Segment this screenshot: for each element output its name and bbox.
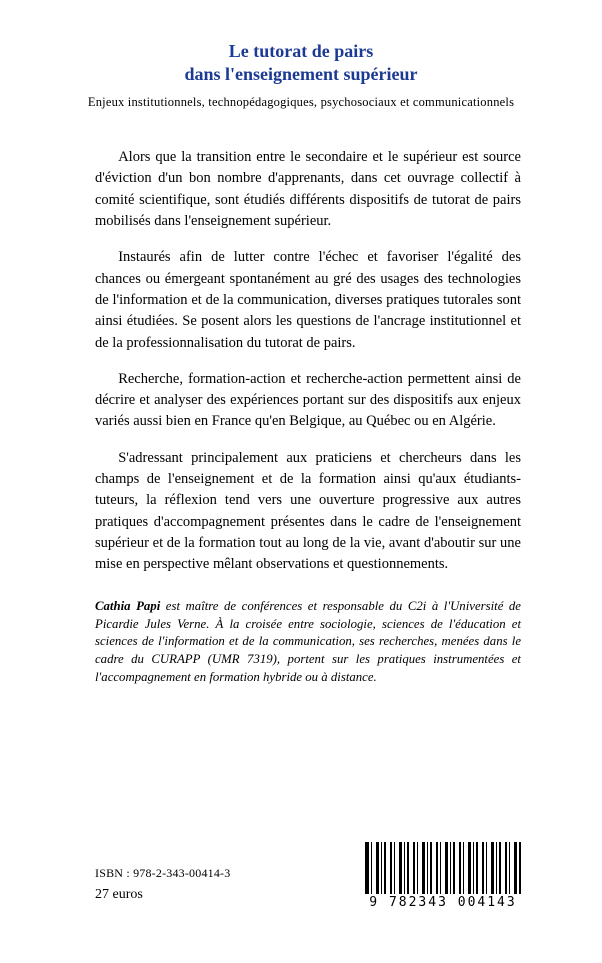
barcode-block <box>365 842 521 910</box>
author-bio <box>95 598 521 686</box>
barcode-number: 9 782343 004143 <box>365 895 521 910</box>
synopsis <box>95 147 521 591</box>
synopsis-paragraph: Instaurés afin de lutter contre l'échec et favoriser l'égalité des chances ou émergeant spontanément au gré des usages des technologies de l'information et de la communication, diverses pratiques tutorales sont ainsi étudiées. Se posent alors les questions de l'ancrage institutionnel et de la professionnalisation du tutorat de pairs. <box>95 249 521 351</box>
synopsis-paragraph: S'adressant principalement aux praticiens et chercheurs dans les champs de l'enseignement et de la formation ainsi qu'aux étudiants-tuteurs, la réflexion tend vers une ouverture progressive aux autres pratiques d'accompagnement présentes dans le cadre de l'enseignement supérieur et de la formation tout au long de la vie, avant d'aboutir sur une mise en perspective mêlant observations et questionnements. <box>95 449 521 573</box>
barcode <box>365 842 521 894</box>
synopsis-paragraph: Recherche, formation-action et recherche-action permettent ainsi de décrire et analyser des expériences portant sur des dispositifs aux enjeux variés aussi bien en France qu'en Belgique, au Québec ou en Algérie. <box>95 370 521 430</box>
book-title-line2: dans l'enseignement supérieur <box>184 63 418 84</box>
isbn-label: ISBN : 978-2-343-00414-3 <box>95 866 231 880</box>
book-title-line1: Le tutorat de pairs <box>228 41 374 61</box>
author-name: Cathia Papi <box>95 599 161 613</box>
book-subtitle: Enjeux institutionnels, technopédagogiques, psychosociaux et communicationnels <box>87 95 515 109</box>
price-label: 27 euros <box>95 887 143 902</box>
footer-left <box>95 866 230 903</box>
author-bio-text: est maître de conférences et responsable du C2i à l'Université de Picardie Jules Verne. À la croisée entre sociologie, sciences de l'éducation et sciences de l'information et de la communication, ses recherches, menées dans le cadre du CURAPP (UMR 7319), portent sur les pratiques instrumentées et l'accompagnement en formation hybride ou à distance. <box>95 599 521 684</box>
synopsis-paragraph: Alors que la transition entre le secondaire et le supérieur est source d'éviction d'un bon nombre d'apprenants, dans cet ouvrage collectif à comité scientifique, sont étudiés différents dispositifs de tutorat de pairs mobilisés dans l'enseignement supérieur. <box>95 149 521 229</box>
book-title <box>0 40 602 85</box>
header <box>0 40 602 110</box>
